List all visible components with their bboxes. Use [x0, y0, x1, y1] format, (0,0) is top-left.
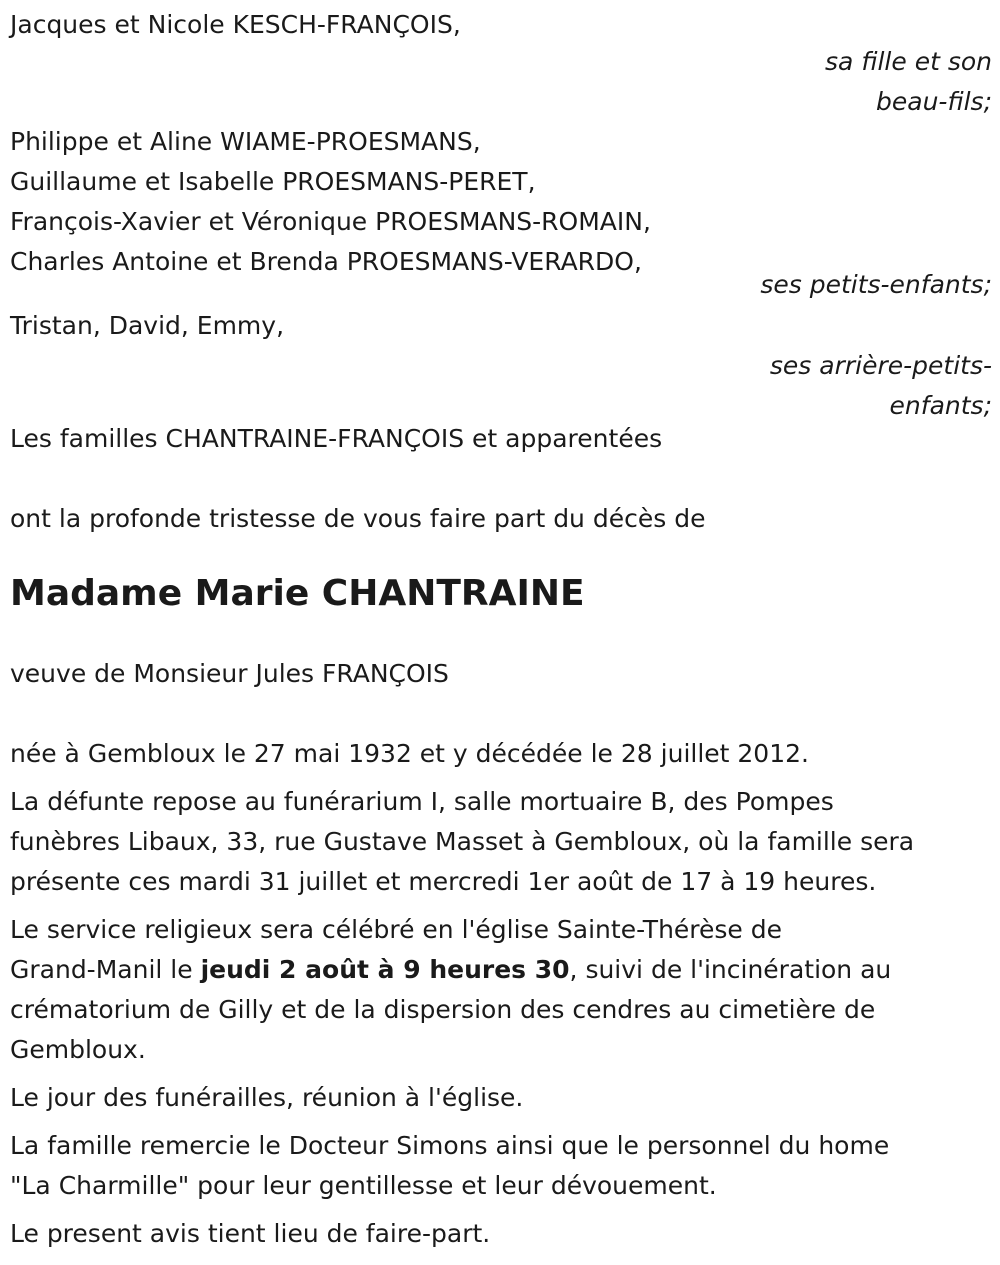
service-paragraph [10, 910, 992, 1070]
paragraph-line [10, 950, 992, 990]
family-group-great-grandchildren [10, 306, 992, 426]
family-group-grandchildren [10, 122, 992, 305]
paragraph-line: présente ces mardi 31 juillet et mercredi 1er août de 17 à 19 heures. [10, 867, 877, 896]
family-name-line: Jacques et Nicole KESCH-FRANÇOIS, [10, 10, 461, 39]
family-name-line: François-Xavier et Véronique PROESMANS-ROMAIN, [10, 207, 651, 236]
relation-label: ses arrière-petits- [769, 351, 992, 380]
relation-label: ses petits-enfants; [760, 270, 992, 299]
paragraph-line: "La Charmille" pour leur gentillesse et leur dévouement. [10, 1171, 717, 1200]
service-text-before: Grand-Manil le [10, 955, 201, 984]
paragraph-line: Le service religieux sera célébré en l'église Sainte-Thérèse de [10, 915, 783, 944]
notice-text: Le present avis tient lieu de faire-part. [10, 1219, 491, 1248]
relation-label: sa fille et son [825, 47, 992, 76]
family-name-line: Tristan, David, Emmy, [10, 311, 285, 340]
family-name-line: Les familles CHANTRAINE-FRANÇOIS et apparentées [10, 424, 663, 453]
funerarium-paragraph [10, 782, 992, 902]
birth-death-text: née à Gembloux le 27 mai 1932 et y décédée le 28 juillet 2012. [10, 739, 809, 768]
widow-of-text: veuve de Monsieur Jules FRANÇOIS [10, 659, 449, 688]
obituary-notice [10, 5, 992, 1254]
paragraph-line: La famille remercie le Docteur Simons ainsi que le personnel du home [10, 1131, 890, 1160]
deceased-name: Madame Marie CHANTRAINE [10, 573, 585, 614]
relation-label: beau-fils; [876, 87, 992, 116]
meeting-text: Le jour des funérailles, réunion à l'église. [10, 1083, 524, 1112]
family-name-line: Charles Antoine et Brenda PROESMANS-VERARDO, [10, 247, 642, 276]
announcement-text: ont la profonde tristesse de vous faire part du décès de [10, 504, 706, 533]
family-name-line: Philippe et Aline WIAME-PROESMANS, [10, 127, 481, 156]
family-name-line: Guillaume et Isabelle PROESMANS-PERET, [10, 167, 536, 196]
thanks-paragraph [10, 1126, 992, 1206]
relation-label: enfants; [889, 391, 992, 420]
paragraph-line: funèbres Libaux, 33, rue Gustave Masset à Gembloux, où la famille sera [10, 827, 915, 856]
paragraph-line: Gembloux. [10, 1035, 146, 1064]
service-datetime: jeudi 2 août à 9 heures 30 [200, 955, 570, 984]
paragraph-line: crématorium de Gilly et de la dispersion des cendres au cimetière de [10, 995, 876, 1024]
paragraph-line: La défunte repose au funérarium I, salle mortuaire B, des Pompes [10, 787, 834, 816]
service-text-after: , suivi de l'incinération au [569, 955, 892, 984]
